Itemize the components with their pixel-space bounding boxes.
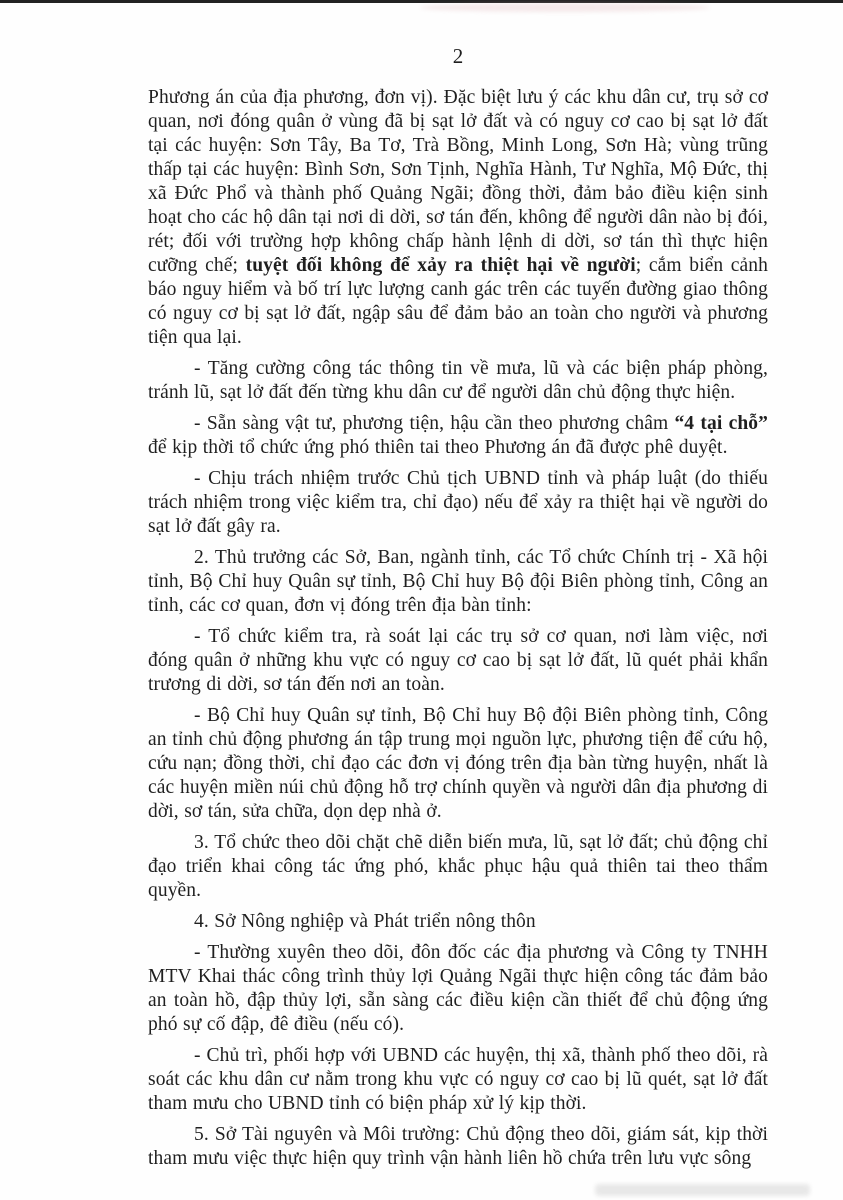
paragraph-text: - Chịu trách nhiệm trước Chủ tịch UBND tỉnh và pháp luật (do thiếu trách nhiệm trong việc kiểm tra, chỉ đạo) nếu để xảy ra thiệt hại về người do sạt lở đất gây ra. <box>148 468 768 537</box>
paragraph-text-bold: “4 tại chỗ” <box>674 413 768 434</box>
paragraph-text: - Tăng cường công tác thông tin về mưa, lũ và các biện pháp phòng, tránh lũ, sạt lở đất đến từng khu dân cư để người dân chủ động thực hiện. <box>148 358 768 403</box>
paragraph <box>148 357 768 405</box>
paragraph-text: 2. Thủ trưởng các Sở, Ban, ngành tỉnh, các Tổ chức Chính trị - Xã hội tỉnh, Bộ Chỉ huy Quân sự tỉnh, Bộ Chỉ huy Bộ đội Biên phòng tỉnh, Công an tỉnh, các cơ quan, đơn vị đóng trên địa bàn tỉnh: <box>148 547 768 616</box>
page-number: 2 <box>452 44 464 68</box>
paragraph-text: ; cắm biển cảnh báo nguy hiểm và bố trí lực lượng canh gác trên các tuyến đường giao thông có nguy cơ bị sạt lở đất, ngập sâu để đảm bảo an toàn cho người và phương tiện qua lại. <box>148 255 768 348</box>
paragraph <box>148 546 768 618</box>
paragraph-text: 3. Tổ chức theo dõi chặt chẽ diễn biến mưa, lũ, sạt lở đất; chủ động chỉ đạo triển khai công tác ứng phó, khắc phục hậu quả thiên tai theo thẩm quyền. <box>148 832 768 901</box>
paragraph-text: Phương án của địa phương, đơn vị). Đặc biệt lưu ý các khu dân cư, trụ sở cơ quan, nơi đóng quân ở vùng đã bị sạt lở đất và có nguy cơ cao bị sạt lở đất tại các huyện: Sơn Tây, Ba Tơ, Trà Bồng, Minh Long, Sơn Hà; vùng trũng thấp tại các huyện: Bình Sơn, Sơn Tịnh, Nghĩa Hành, Tư Nghĩa, Mộ Đức, thị xã Đức Phổ và thành phố Quảng Ngãi; đồng thời, đảm bảo điều kiện sinh hoạt cho các hộ dân tại nơi di dời, sơ tán đến, không để người dân nào bị đói, rét; đối với trường hợp không chấp hành lệnh di dời, sơ tán thì thực hiện cưỡng chế; <box>148 87 768 276</box>
paragraph-text: 4. Sở Nông nghiệp và Phát triển nông thôn <box>194 911 536 932</box>
paragraph <box>148 831 768 903</box>
paragraph <box>148 467 768 539</box>
paragraph <box>148 910 768 934</box>
paragraph-text: - Chủ trì, phối hợp với UBND các huyện, thị xã, thành phố theo dõi, rà soát các khu dân cư nằm trong khu vực có nguy cơ cao bị lũ quét, sạt lở đất tham mưu cho UBND tỉnh có biện pháp xử lý kịp thời. <box>148 1045 768 1114</box>
paragraph-text: - Sẵn sàng vật tư, phương tiện, hậu cần theo phương châm <box>194 413 675 434</box>
paragraph <box>148 1123 768 1171</box>
paragraph <box>148 412 768 460</box>
paragraph <box>148 86 768 350</box>
paragraph <box>148 941 768 1037</box>
paragraph-text: - Thường xuyên theo dõi, đôn đốc các địa phương và Công ty TNHH MTV Khai thác công trình thủy lợi Quảng Ngãi thực hiện công tác đảm bảo an toàn hồ, đập thủy lợi, sẵn sàng các điều kiện cần thiết để chủ động ứng phó sự cố đập, đê điều (nếu có). <box>148 942 768 1035</box>
scan-artifact-bottom-smudge <box>595 1184 810 1196</box>
paragraph-text: - Bộ Chỉ huy Quân sự tỉnh, Bộ Chỉ huy Bộ đội Biên phòng tỉnh, Công an tỉnh chủ động phương án tập trung mọi nguồn lực, phương tiện để cứu hộ, cứu nạn; đồng thời, chỉ đạo các đơn vị đóng trên địa bàn từng huyện, nhất là các huyện miền núi chủ động hỗ trợ chính quyền và người dân địa phương di dời, sơ tán, sửa chữa, dọn dẹp nhà ở. <box>148 705 768 822</box>
paragraph <box>148 1044 768 1116</box>
scan-artifact-top-edge <box>0 0 843 3</box>
document-body <box>148 86 768 1178</box>
paragraph-text: để kịp thời tổ chức ứng phó thiên tai theo Phương án đã được phê duyệt. <box>148 437 728 458</box>
paragraph-text-bold: tuyệt đối không để xảy ra thiệt hại về người <box>245 255 636 276</box>
paragraph-text: 5. Sở Tài nguyên và Môi trường: Chủ động theo dõi, giám sát, kịp thời tham mưu việc thực hiện quy trình vận hành liên hồ chứa trên lưu vực sông <box>148 1124 768 1169</box>
paragraph <box>148 704 768 824</box>
scan-artifact-top-smudge <box>420 3 710 12</box>
paragraph-text: - Tổ chức kiểm tra, rà soát lại các trụ sở cơ quan, nơi làm việc, nơi đóng quân ở những khu vực có nguy cơ cao bị sạt lở đất, lũ quét phải khẩn trương di dời, sơ tán đến nơi an toàn. <box>148 626 768 695</box>
paragraph <box>148 625 768 697</box>
